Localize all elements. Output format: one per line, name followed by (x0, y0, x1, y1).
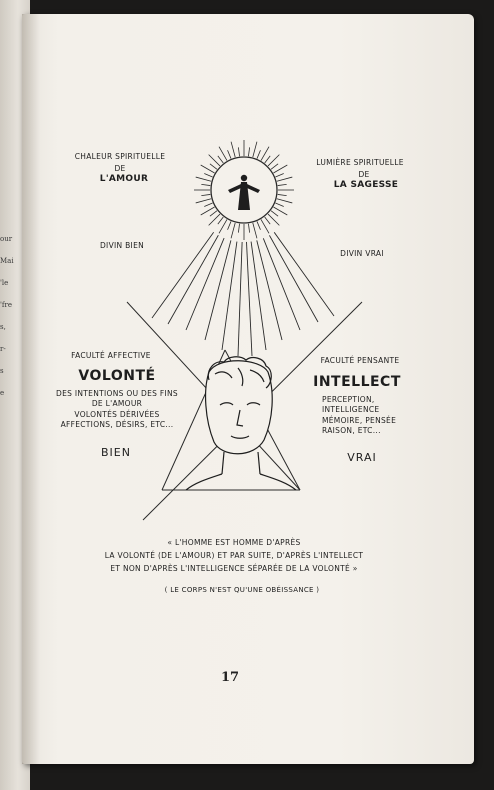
sun-burst-ray (228, 150, 231, 158)
sun-burst-ray (271, 211, 278, 216)
light-ray (152, 232, 214, 318)
sun-burst-ray (201, 194, 210, 195)
heat-label-line: DE (114, 164, 126, 173)
sun-burst-ray (218, 156, 223, 163)
sun-burst-ray (265, 156, 270, 163)
sun-burst-ray (278, 194, 287, 195)
sun-burst-ray (238, 224, 239, 233)
light-ray (168, 235, 218, 324)
bien-label: BIEN (101, 446, 131, 459)
light-ray (222, 242, 237, 350)
quote-line: LA VOLONTÉ (DE L'AMOUR) ET PAR SUITE, D'APRÈS L'INTELLECT (104, 551, 364, 560)
volonte-line: VOLONTÉS DÉRIVÉES (74, 410, 160, 419)
sun-burst-ray (231, 223, 235, 238)
thinking-faculty-label: FACULTÉ PENSANTE (320, 356, 400, 365)
sun-burst-ray (248, 224, 249, 233)
fragment: r- (0, 345, 6, 353)
light-label-title: LA SAGESSE (333, 180, 399, 190)
light-ray (257, 240, 282, 340)
heat-label-line: CHALEUR SPIRITUELLE (74, 152, 166, 161)
fragment: 'fre (0, 301, 13, 309)
sun-burst-ray (204, 174, 212, 177)
sun-burst-ray (253, 142, 257, 157)
fragment: e (0, 389, 5, 397)
sun-burst-ray (277, 177, 292, 181)
sun-burst-ray (275, 174, 283, 177)
intellect-title: INTELLECT (313, 374, 401, 390)
light-rays (152, 232, 334, 356)
sun-burst-ray (257, 221, 260, 229)
light-ray (269, 235, 318, 322)
divin-bien-label: DIVIN BIEN (99, 241, 145, 250)
light-label-line: DE (358, 170, 370, 179)
sun-burst-ray (275, 203, 283, 206)
light-ray (263, 238, 300, 330)
light-ray (274, 232, 334, 316)
sun-burst-ray (210, 211, 217, 216)
sun-burst-ray (218, 217, 223, 224)
heat-label-title: L'AMOUR (99, 174, 149, 184)
sun-burst-ray (238, 147, 239, 156)
page-number: 17 (220, 670, 240, 685)
light-label-line: LUMIÈRE SPIRITUELLE (316, 158, 404, 167)
light-ray (247, 242, 252, 356)
sun-burst-ray (253, 223, 257, 238)
sun-burst-ray (210, 164, 217, 169)
volonte-line: AFFECTIONS, DÉSIRS, ETC... (60, 420, 174, 429)
vrai-label: VRAI (347, 451, 377, 464)
sun-burst-ray (265, 217, 270, 224)
light-ray (251, 242, 266, 350)
sun-burst-ray (248, 147, 249, 156)
divin-vrai-label: DIVIN VRAI (340, 249, 384, 258)
intellect-line: RAISON, ETC... (322, 426, 381, 435)
sun-burst-ray (277, 199, 292, 203)
fragment: 'le (0, 279, 9, 287)
volonte-line: DES INTENTIONS OU DES FINS (56, 389, 178, 398)
sun-burst-ray (196, 199, 211, 203)
quote-line: « L'HOMME EST HOMME D'APRÈS (167, 538, 301, 547)
quote-line: ET NON D'APRÈS L'INTELLIGENCE SÉPARÉE DE LA VOLONTÉ » (110, 564, 358, 573)
intellect-line: PERCEPTION, (322, 395, 375, 404)
sun-burst-ray (257, 150, 260, 158)
human-head-drawing (186, 357, 296, 490)
sun-burst-ray (278, 184, 287, 185)
affective-faculty-label: FACULTÉ AFFECTIVE (71, 351, 151, 360)
intellect-line: MÉMOIRE, PENSÉE (322, 416, 397, 425)
fragment: s (0, 367, 4, 375)
volonte-line: DE L'AMOUR (91, 399, 143, 408)
sun-burst-ray (196, 177, 211, 181)
fragment: Mai (0, 257, 14, 265)
sun-burst-ray (204, 203, 212, 206)
sun-burst-ray (271, 164, 278, 169)
sun-burst-ray (201, 184, 210, 185)
volonte-title: VOLONTÉ (78, 368, 156, 384)
intellect-line: INTELLIGENCE (322, 405, 380, 414)
light-ray (205, 240, 231, 340)
body-obedience-note: ( LE CORPS N'EST QU'UNE OBÉISSANCE ) (164, 586, 320, 594)
fragment: s, (0, 323, 6, 331)
light-ray (186, 238, 224, 330)
sun-burst-ray (231, 142, 235, 157)
light-ray (238, 242, 242, 356)
sun-burst-ray (228, 221, 231, 229)
fragment: our (0, 235, 13, 243)
